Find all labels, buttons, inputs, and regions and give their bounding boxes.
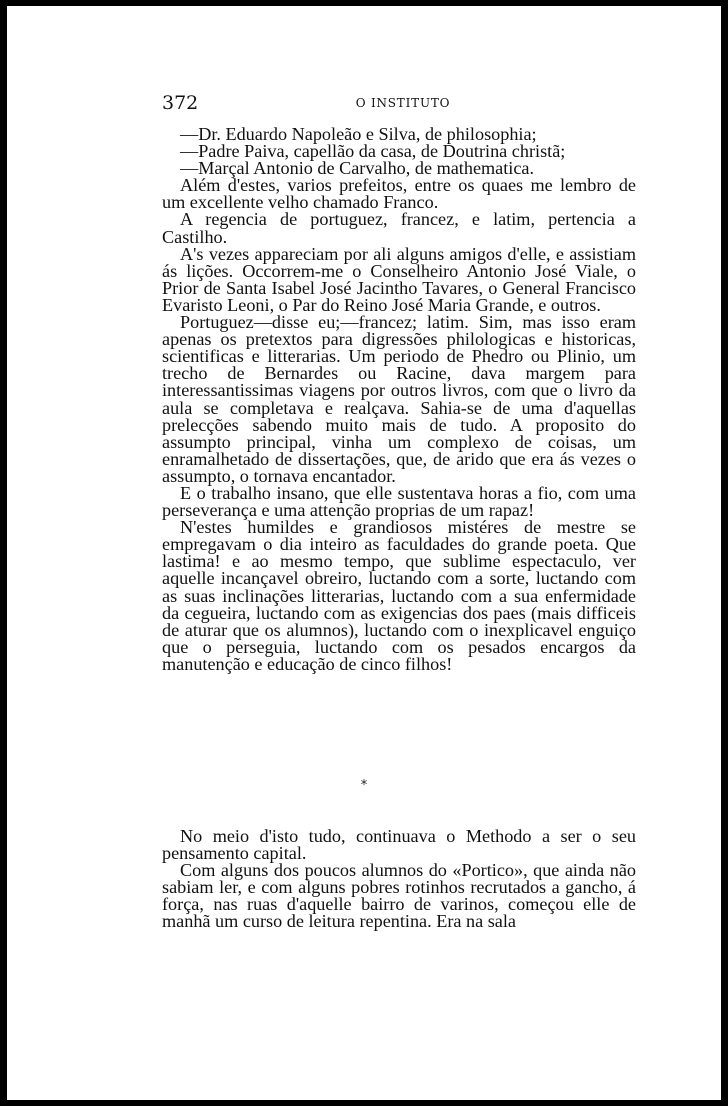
paragraph: A regencia de portuguez, francez, e latim, pertencia a Castilho. (162, 209, 636, 247)
paragraph: A's vezes appareciam por ali alguns amigos d'elle, e assistiam ás lições. Occorrem-me o Conselheiro Antonio José Viale, o Prior de Santa Isabel José Jacintho Tavares, o General Francisco Evaristo Leoni, o Par do Reino José Maria Grande, e outros. (162, 243, 636, 315)
paragraph: N'estes humildes e grandiosos mistéres de mestre se empregavam o dia inteiro as faculdades do grande poeta. Que lastima! e ao mesmo tempo, que sublime espectaculo, ver aquelle incançavel obreiro, luctando com a sorte, luctando com as suas inclinações litterarias, luctando com a sua enfermidade da cegueira, luctando com as exigencias dos paes (mais difficeis de aturar que os alumnos), luctando com o inexplicavel enguiço que o perseguia, luctando com os pesados encargos da manutenção e educação de cinco filhos! (162, 517, 636, 674)
paragraph: Com alguns dos poucos alumnos do «Portico», que ainda não sabiam ler, e com alguns pobres rotinhos recrutados a gancho, á força, nas ruas d'aquelle bairro de varinos, começou elle de manhã um curso de leitura repentina. Era na sala (162, 860, 636, 932)
continued-text (162, 828, 636, 931)
paragraph: E o trabalho insano, que elle sustentava horas a fio, com uma perseverança e uma attenção proprias de um rapaz! (162, 482, 636, 521)
paragraph: —Marçal Antonio de Carvalho, de mathematica. (180, 158, 535, 179)
paragraph: —Padre Paiva, capellão da casa, de Doutrina christã; (180, 141, 566, 162)
main-text (162, 126, 636, 673)
page-number: 372 (162, 92, 199, 114)
paragraph: Portuguez—disse eu;—francez; latim. Sim, mas isso eram apenas os pretextos para digressões philologicas e historicas, scientificas e litterarias. Um periodo de Phedro ou Plinio, um trecho de Bernardes ou Racine, dava margem para interessantissimas viagens por outros livros, com que o livro da aula se completava e realçava. Sahia-se de uma d'aquellas prelecções sabendo muito mais de tudo. A proposito do assumpto principal, vinha um complexo de coisas, um enramalhetado de dissertações, que, de arido que era ás vezes o assumpto, o tornava encantador. (162, 312, 636, 486)
paragraph: No meio d'isto tudo, continuava o Methodo a ser o seu pensamento capital. (162, 826, 636, 864)
paragraph: —Dr. Eduardo Napoleão e Silva, de philosophia; (180, 124, 537, 144)
paragraph: Além d'estes, varios prefeitos, entre os quaes me lembro de um excellente velho chamado Franco. (162, 175, 636, 213)
book-page (7, 6, 721, 1100)
running-title: O INSTITUTO (355, 96, 451, 110)
section-ornament: * (360, 778, 368, 793)
page-header (162, 92, 644, 116)
